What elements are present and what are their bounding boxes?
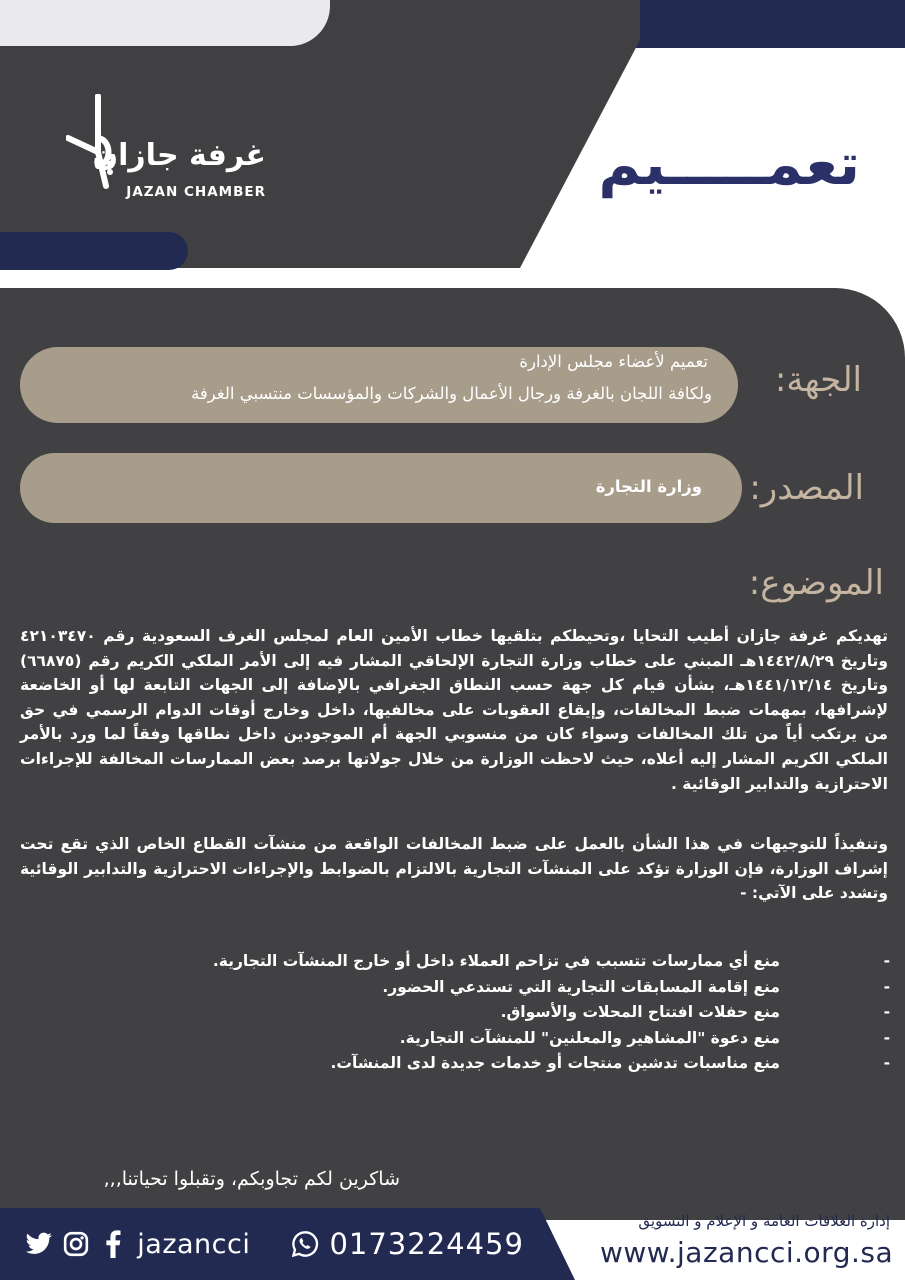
document-title: تعمـــــيم [598, 130, 860, 198]
subject-paragraph-2: وتنفيذاً للتوجيهات في هذا الشأن بالعمل على ضبط المخالفات الواقعة من منشآت القطاع الخاص الذي تقع تحت إشراف الوزارة، فإن الوزارة تؤكد على المنشآت التجارية بالالتزام بالضوابط والإجراءات الاحترازية والتدابير الوقائية وتشدد على الآتي: - [20, 835, 888, 903]
logo-english-text: JAZAN CHAMBER [126, 184, 266, 200]
recipient-line-1: تعميم لأعضاء مجلس الإدارة [519, 352, 708, 371]
footer-website-link[interactable]: www.jazancci.org.sa [600, 1236, 894, 1269]
closing-text: شاكرين لكم تجاوبكم، وتقبلوا تحياتنا,,, [103, 1168, 400, 1190]
restrictions-list [160, 952, 890, 1080]
social-contacts [24, 1224, 524, 1264]
recipient-label: الجهة: [774, 360, 862, 400]
recipient-line-2: ولكافة اللجان بالغرفة ورجال الأعمال والشركات والمؤسسات منتسبي الغرفة [191, 384, 712, 403]
subject-body [20, 624, 888, 906]
list-item: - منع مناسبات تدشين منتجات أو خدمات جديدة لدى المنشآت. [330, 1054, 890, 1072]
list-item: - منع إقامة المسابقات التجارية التي تستدعي الحضور. [382, 977, 890, 996]
phone-number[interactable]: 0173224459 [329, 1227, 524, 1261]
list-item: - منع أي ممارسات تتسبب في تزاحم العملاء داخل أو خارج المنشآت التجارية. [212, 952, 890, 970]
subject-paragraph-1: تهديكم غرفة جازان أطيب التحايا ،وتحيطكم بتلقيها خطاب الأمين العام لمجلس الغرف السعودية رقم ٤٢١٠٣٤٧٠ وتاريخ ١٤٤٢/٨/٢٩هـ المبني على خطاب وزارة التجارة الإلحاقي المشار فيه إلى الأمر الملكي الكريم رقم (٦٦٨٧٥) وتاريخ ١٤٤١/١٢/١٤هـ، بشأن قيام كل جهة حسب النطاق الجغرافي بالإضافة إلى الجهات التابعة لها أو الخاضعة لإشرافها، بمهمات ضبط المخالفات، وإيقاع العقوبات على مخالفيها، داخل وخارج أوقات الدوام الرسمي في حق من يرتكب أياً من تلك المخالفات وسواء كان من منسوبي الجهة أم الموجودين داخل نطاقها وفقاً لما ورد بالأمر الملكي الكريم المشار إليه أعلاه، حيث لاحظت الوزارة من خلال جولاتها برصد بعض الممارسات المخالفة للإجراءات الاحترازية والتدابير الوقائية . [20, 627, 888, 793]
whatsapp-icon[interactable] [290, 1229, 319, 1259]
header-corner-shape [0, 0, 330, 46]
facebook-icon[interactable] [98, 1229, 127, 1259]
source-value: وزارة التجارة [595, 477, 702, 496]
source-label: المصدر: [749, 468, 864, 508]
header-navy-tab [0, 232, 188, 270]
subject-label: الموضوع: [748, 563, 884, 603]
list-item: - منع حفلات افتتاح المحلات والأسواق. [500, 1003, 890, 1021]
twitter-icon[interactable] [24, 1229, 53, 1259]
social-handle[interactable]: jazancci [137, 1228, 251, 1260]
logo-arabic-text: غرفة جازان [92, 138, 266, 173]
list-item: - منع دعوة "المشاهير والمعلنين" للمنشآت التجارية. [399, 1028, 890, 1047]
instagram-icon[interactable] [61, 1229, 90, 1259]
footer-department: إدارة العلاقات العامة و الإعلام و التسويق [638, 1212, 890, 1230]
